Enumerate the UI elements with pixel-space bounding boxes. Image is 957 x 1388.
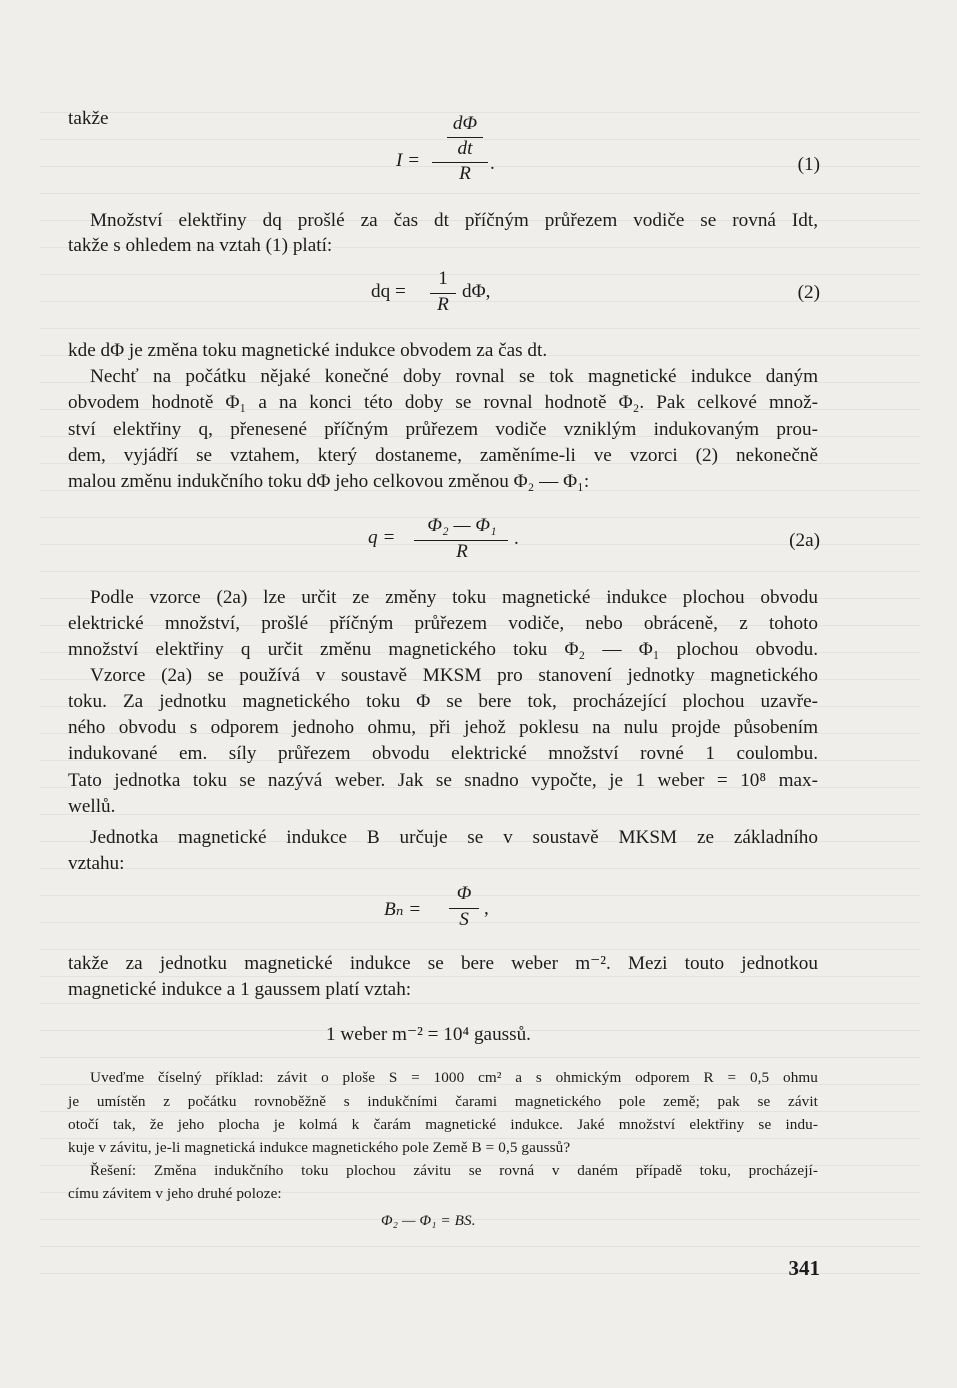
eq2-denominator: R [437, 294, 449, 315]
equation-solution: Φ₂ — Φ₁ = BS. [381, 1212, 476, 1229]
page-number: 341 [788, 1256, 820, 1280]
eq2-number: (2) [797, 282, 820, 303]
text-line: Množství elektřiny dq prošlé za čas dt příčným průřezem vodiče se rovná Idt, [90, 210, 818, 231]
text-line: takže s ohledem na vztah (1) platí: [68, 235, 333, 256]
example-line: je umístěn z počátku rovnoběžně s indukčními čarami magnetického pole země; pak se závit [68, 1093, 818, 1110]
eq4-comma: , [484, 898, 489, 919]
text-line: Tato jednotka toku se nazývá weber. Jak se snadno vypočte, je 1 weber = 10⁸ max- [68, 770, 818, 791]
example-line: Uveďme číselný příklad: závit o ploše S = 1000 cm² a s ohmickým odporem R = 0,5 ohmu [90, 1069, 818, 1086]
equation-weber-gauss: 1 weber m⁻² = 10⁴ gaussů. [326, 1024, 531, 1045]
eq3-lhs: q = [368, 527, 396, 548]
text-line: Nechť na počátku nějaké konečné doby rovnal se tok magnetické indukce daným [90, 366, 818, 387]
text-line: Podle vzorce (2a) lze určit ze změny toku magnetické indukce plochou obvodu [90, 587, 818, 608]
eq2-rhs: dΦ, [462, 281, 491, 302]
text-line: takže za jednotku magnetické indukce se bere weber m⁻². Mezi touto jednotkou [68, 953, 818, 974]
text-line: elektrické množství, prošlé příčným průřezem vodiče, nebo obráceně, z tohoto [68, 613, 818, 634]
text-line: wellů. [68, 796, 116, 817]
eq4-lhs: Bₙ = [384, 899, 422, 920]
example-line: otočí tak, že jeho plocha je kolmá k čarám magnetické indukce. Jaké množství elektřiny se indu- [68, 1116, 818, 1133]
text-line: indukované em. síly průřezem obvodu elektrické množství rovné 1 coulombu. [68, 743, 818, 764]
solution-line: címu závitem v jeho druhé poloze: [68, 1185, 282, 1202]
eq3-number: (2a) [789, 530, 820, 551]
eq4-denominator: S [459, 909, 469, 930]
eq1-numerator-bottom: dt [457, 138, 473, 159]
eq2-numerator: 1 [438, 268, 448, 289]
text-line: malou změnu indukčního toku dΦ jeho celkovou změnou Φ₂ — Φ₁: [68, 471, 590, 492]
eq3-period: . [514, 528, 519, 549]
text-line: ství elektřiny q, přenesené příčným průřezem vodiče vzniklým indukovaným prou- [68, 419, 818, 440]
solution-line: Řešení: Změna indukčního toku plochou závitu se rovná v daném případě toku, procházejí- [90, 1162, 818, 1179]
text-line: vztahu: [68, 853, 125, 874]
eq4-numerator: Φ [456, 883, 472, 904]
text-line: dem, vyjádří se vztahem, který dostaneme, zaměníme-li ve vzorci (2) nekonečně [68, 445, 818, 466]
text-line: Jednotka magnetické indukce B určuje se v soustavě MKSM ze základního [90, 827, 818, 848]
text-line: Vzorce (2a) se používá v soustavě MKSM pro stanovení jednotky magnetického [90, 665, 818, 686]
text-line: ného obvodu s odporem jednoho ohmu, při jehož poklesu na nulu projde působením [68, 717, 818, 738]
eq3-numerator: Φ₂ — Φ₁ [427, 515, 497, 536]
eq1-denominator: R [459, 163, 471, 184]
example-line: kuje v závitu, je-li magnetická indukce magnetického pole Země B = 0,5 gaussů? [68, 1139, 571, 1156]
text-line: obvodem hodnotě Φ₁ a na konci této doby se rovnal hodnotě Φ₂. Pak celkové množ- [68, 392, 818, 413]
eq1-period: . [490, 153, 495, 174]
eq1-number: (1) [797, 154, 820, 175]
eq2-lhs: dq = [371, 281, 406, 302]
text-line: magnetické indukce a 1 gaussem platí vztah: [68, 979, 412, 1000]
eq3-denominator: R [456, 541, 468, 562]
eq1-lhs: I = [396, 150, 421, 171]
text-line: takže [68, 108, 109, 129]
text-line: toku. Za jednotku magnetického toku Φ se bere tok, procházející plochou uzavře- [68, 691, 818, 712]
text-line: množství elektřiny q určit změnu magnetického toku Φ₂ — Φ₁ plochou obvodu. [68, 639, 818, 660]
eq1-numerator-top: dΦ [452, 113, 478, 134]
text-line: kde dΦ je změna toku magnetické indukce obvodem za čas dt. [68, 340, 548, 361]
